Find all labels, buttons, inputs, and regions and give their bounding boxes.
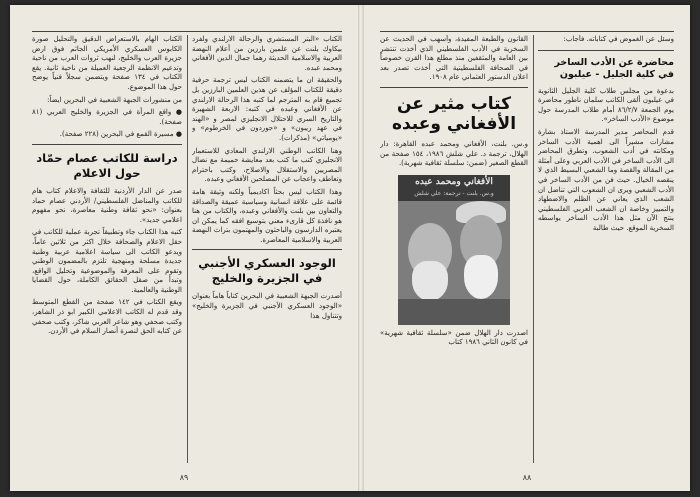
column-rule <box>187 35 188 463</box>
section-divider <box>192 249 342 250</box>
paragraph: قدم المحاضر مدير المدرسة الاستاذ بشارة مشارات مشيراً الى اهمية الأدب الساخر ومكانته في أدب الشعوب. وتطرق المحاضر الى الأدب الساخر في الأدب العربي وعلى أمثلة من المقالة والقصة وما الشعبي البسيط الذي لا ينقصه الخيال. حيث فن من الأدب الساخر في الأدب الشعبي ويرى ان الشعوب التي تناضل ان الشعب الذي يعاني عن الظلم والاضطهاد والتمييز وخاصة ان الشعب العربي الفلسطيني ينتج الآن مثل هذا الأدب الساخر يواسطه السخرية الموقع. حيث طالبة <box>538 127 674 232</box>
section-divider <box>538 50 674 51</box>
paragraph: أصدرت الجبهة الشعبية في البحرين كتاباً هاماً بعنوان «الوجود العسكري الأجنبي في الجزيرة والخليج» وتتناول هذا <box>192 292 342 320</box>
book-spread <box>10 5 690 491</box>
page-number: ٨٩ <box>179 473 189 482</box>
portrait-beard <box>412 261 448 301</box>
left-page-left-column <box>32 35 182 463</box>
paragraph: و.س. بلنت، الأفغاني ومحمد عبده القاهرة: دار الهلال، ترجمة د. علي شلش ١٩٨٦، ١٥٤ صفحة من القطع الصغير (ضمن: سلسلة ثقافية شهرية). <box>380 139 528 168</box>
paragraph: والحقيقة ان ما يتضمنه الكتاب ليس ترجمة حرفية دقيقة للكتاب المؤلف عن هذين العلمين البارزين بل تجميع قام به المترجم لما كتبه هذا الرحالة الارلندي عن الأفغاني وعبده في كتبه: الاربعة الشهيرة والتاريخ السري للاحتلال الانجليزي لمصر و «الهند في عهد ريبون» و «جوردون في الخرطوم» و «يومياتي» (مذكرات). <box>192 76 342 142</box>
section-heading-media-study: دراسة للكاتب عصام حمّاد حول الاعلام <box>36 150 178 180</box>
article-heading-afghani: كتاب مثير عن الأفغاني وعبده <box>391 93 517 134</box>
paragraph: من منشورات الجبهة الشعبية في البحرين ايضاً: <box>47 95 182 104</box>
section-divider <box>380 87 528 88</box>
paragraph: بدعوة من مجلس طلاب كلية الجليل الثانوية في عيلبون ألقى الكاتب سلمان ناطور محاضرة يوم الجمعة ٨٦/٢/٧ أمام طلاب المدرسة حول موضوع «الأدب الساخر». <box>538 86 674 124</box>
paragraph: كتبه هذا الكتاب جاء وتطبيقاً تجربة عملية للكاتب في حقل الاعلام والصحافة خلال اكثر من ثلاثين عاماً، ويدعو الكاتب الى سياسة اعلامية عربية وطنية جديدة مسلحة ومنهجية تلتزم بالمضمون الوطني وتقوم على المعرفة والموضوعية وتحليل الواقع، وتبدأ من صقل الحقائق الكاملة، حول القضايا الوطنية والعالمية. <box>32 228 182 294</box>
header-rule <box>32 31 342 32</box>
list-item: ● مسيرة القمع في البحرين (٢٢٨ صفحة). <box>59 130 182 139</box>
right-page-right-column <box>538 35 674 463</box>
list-item: ● واقع المرأة في الجزيرة والخليج العربي (٨١ صفحة). <box>32 108 182 126</box>
paragraph: وسئل عن الغموض في كتاباته. فأجاب: <box>563 35 674 43</box>
paragraph: وهذا الكتاب ليس بحثاً اكاديمياً ولكنه وثيقة هامة قائمة على علاقة انسانية وسياسية عميقة والصداقة والتعاون بين بلنت والأفغاني وعبده، والكتاب من هنا هو نافذة كل قارىء معني بتوسيع افقه كما يمكن ان يعتبره الدارسون والباحثون والمهتمون بتراث النهضة العربية والاسلامية المعاصرة. <box>192 187 342 244</box>
section-heading-military-presence: الوجود العسكري الأجنبي في الجزيرة والخليج <box>198 256 336 286</box>
portrait-beard <box>464 255 498 299</box>
column-rule <box>533 35 534 463</box>
paragraph: وهنا الكاتب الوطني الارلندي المعادي للاستعمار الانجليزي كتب ما كتب بعد معايشة حميمة مع نضال المصريين والاستقلال والاصلاح، وكتب باحترام وتعاطف واعجاب عن المصلحين الأفغاني وعبده. <box>192 146 342 184</box>
paragraph: صدر عن الدار الأردنية للثقافة والاعلام كتاب هام للكاتب والمناضل الفلسطيني/ الأردني عصام حماد بعنوان: «نحو ثقافة وطنية معاصرة، نحو مفهوم اعلامي جديد». <box>32 186 182 224</box>
paragraph: الكتاب «البتر المستشري والرحالة الارلندي ولفرد بيكاوك بلنت عن علمين بارزين من أعلام النهضة العربية والاسلامية الحديثة رهما جمال الدين الأفغاني ومحمد عبده. <box>192 35 342 72</box>
header-rule <box>380 31 674 32</box>
caption: اصدرت دار الهلال ضمن «سلسلة ثقافية شهرية» في كانون الثاني ١٩٨٦ كتاب <box>380 328 528 347</box>
section-heading-satire-lecture: محاضرة عن الأدب الساخر في كلية الجليل - عيلبون <box>554 56 674 80</box>
cover-base <box>398 299 510 325</box>
book-cover-subtitle: و.س. بلنت - ترجمة: علي شلش <box>414 189 494 197</box>
page-number: ٨٨ <box>522 473 532 482</box>
left-page-right-column <box>192 35 342 463</box>
left-page <box>10 5 358 491</box>
paragraph: ويقع الكتاب في ١٤٢ صفحة من القطع المتوسط وقد قدم له الكاتب الاعلامي الكبير ابو ذر الشاهر، وكتب صحفي وهو شاعر العربي شاكر، وكتب صحفي عن كتابه الحق لنصرة أنصار السلام في الأردن. <box>32 298 182 336</box>
paragraph: الكتاب الهام بالاستعراض الدقيق والتحليل صورة الكابوس العسكري الأمريكي الجاثم فوق ارض جزيرة العرب والخليج، لنهب ثروات العرب من ناحية وتدعيم الانظمة الرجعية العميلة من ناحية ثانية. يقع الكتاب في ١٣٤ صفحة ويتضمن سجلاً فنياً يوضح حول هذا الموضوع. <box>32 35 182 91</box>
right-page-left-column <box>380 35 528 463</box>
article-afghani-continued <box>192 35 342 245</box>
section-divider <box>32 144 182 145</box>
book-cover-image <box>398 175 510 325</box>
right-page <box>364 5 690 491</box>
paragraph: القانون والطبعة المفيدة، وأسهب في الحديث عن السخرية في الأدب الفلسطيني الذي أخذت تنتشر بين العامة والمثقفين منذ مطلع هذا القرن خصوصاً في الصحافة الفلسطينية التي أخذت تصدر بعد اعلان الدستور العثماني عام ١٩٠٨. <box>380 35 528 82</box>
book-cover-title: الأفغاني ومحمد عبده <box>398 175 510 201</box>
